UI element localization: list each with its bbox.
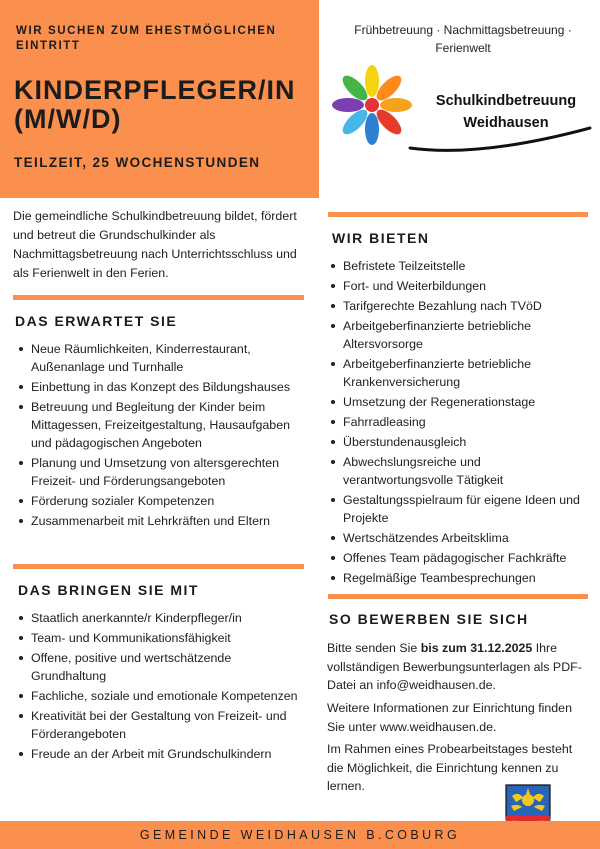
list-item: Staatlich anerkannte/r Kinderpfleger/in xyxy=(15,609,307,627)
list-item: Wertschätzendes Arbeitsklima xyxy=(327,529,592,547)
list-item: Tarifgerechte Bezahlung nach TVöD xyxy=(327,297,592,315)
list-item: Zusammenarbeit mit Lehrkräften und Eltern xyxy=(15,512,307,530)
logo-line-1: Schulkindbetreuung xyxy=(435,93,577,109)
apply-paragraph-1 xyxy=(327,639,589,695)
logo-name xyxy=(420,90,592,134)
intro-text: Die gemeindliche Schulkindbetreuung bildet, fördert und betreut die Grundschulkinder als Nachmittagsbetreuung nach Unterrichtsschluss und als Ferienwelt in den Ferien. xyxy=(13,209,297,280)
list-item: Fort- und Weiterbildungen xyxy=(327,277,592,295)
job-title: KINDERPFLEGER/IN (M/W/D) xyxy=(14,75,296,134)
list-item: Fahrradleasing xyxy=(327,413,592,431)
hero-kicker: WIR SUCHEN ZUM EHESTMÖGLICHEN EINTRITT xyxy=(16,25,277,52)
divider xyxy=(328,594,588,599)
section-heading-offer: WIR BIETEN xyxy=(332,230,430,246)
list-item: Überstundenausgleich xyxy=(327,433,592,451)
list-item: Befristete Teilzeitstelle xyxy=(327,257,592,275)
footer-bar xyxy=(0,821,600,849)
list-item: Betreuung und Begleitung der Kinder beim Mittagessen, Freizeitgestaltung, Hausaufgaben und pädagogischen Angeboten xyxy=(15,398,307,452)
working-hours: TEILZEIT, 25 WOCHENSTUNDEN xyxy=(14,155,261,170)
apply-text: Bitte senden Sie xyxy=(327,641,421,655)
list-item: Abwechslungsreiche und verantwortungsvolle Tätigkeit xyxy=(327,453,592,489)
footer-text: GEMEINDE WEIDHAUSEN B.COBURG xyxy=(139,828,461,842)
list-item: Umsetzung der Regenerationstage xyxy=(327,393,592,411)
expect-list xyxy=(15,340,307,532)
list-item: Offene, positive und wertschätzende Grundhaltung xyxy=(15,649,307,685)
divider xyxy=(328,212,588,217)
section-heading-bring: DAS BRINGEN SIE MIT xyxy=(18,582,199,598)
petal-yellow xyxy=(365,65,379,97)
hero-banner xyxy=(0,0,319,198)
list-item: Gestaltungsspielraum für eigene Ideen und Projekte xyxy=(327,491,592,527)
list-item: Förderung sozialer Kompetenzen xyxy=(15,492,307,510)
list-item: Team- und Kommunikationsfähigkeit xyxy=(15,629,307,647)
apply-paragraph-3: Im Rahmen eines Probearbeitstages besteht die Möglichkeit, die Einrichtung kennen zu lernen. xyxy=(327,742,573,793)
logo-line-2: Weidhausen xyxy=(463,115,549,131)
list-item: Freude an der Arbeit mit Grundschulkindern xyxy=(15,745,307,763)
list-item: Fachliche, soziale und emotionale Kompetenzen xyxy=(15,687,307,705)
list-item: Neue Räumlichkeiten, Kinderrestaurant, Außenanlage und Turnhalle xyxy=(15,340,307,376)
divider xyxy=(13,564,304,569)
list-item: Offenes Team pädagogischer Fachkräfte xyxy=(327,549,592,567)
list-item: Arbeitgeberfinanzierte betriebliche Krankenversicherung xyxy=(327,355,592,391)
divider xyxy=(13,295,304,300)
offer-list xyxy=(327,257,592,589)
list-item: Einbettung in das Konzept des Bildungshauses xyxy=(15,378,307,396)
list-item: Planung und Umsetzung von altersgerechten Freizeit- und Förderungsangeboten xyxy=(15,454,307,490)
list-item: Kreativität bei der Gestaltung von Freizeit- und Förderangeboten xyxy=(15,707,307,743)
bring-list xyxy=(15,609,307,765)
apply-text: Ihre vollständigen Bewerbungsunterlagen als PDF-Datei an info@weidhausen.de. xyxy=(327,641,582,692)
section-heading-apply: SO BEWERBEN SIE SICH xyxy=(329,611,529,627)
list-item: Regelmäßige Teambesprechungen xyxy=(327,569,592,587)
tagline: Frühbetreuung · Nachmittagsbetreuung · Ferienwelt xyxy=(354,23,572,55)
list-item: Arbeitgeberfinanzierte betriebliche Altersvorsorge xyxy=(327,317,592,353)
apply-paragraph-2: Weitere Informationen zur Einrichtung finden Sie unter www.weidhausen.de. xyxy=(327,701,572,734)
apply-deadline: bis zum 31.12.2025 xyxy=(420,641,533,655)
section-heading-expect: DAS ERWARTET SIE xyxy=(15,313,178,329)
